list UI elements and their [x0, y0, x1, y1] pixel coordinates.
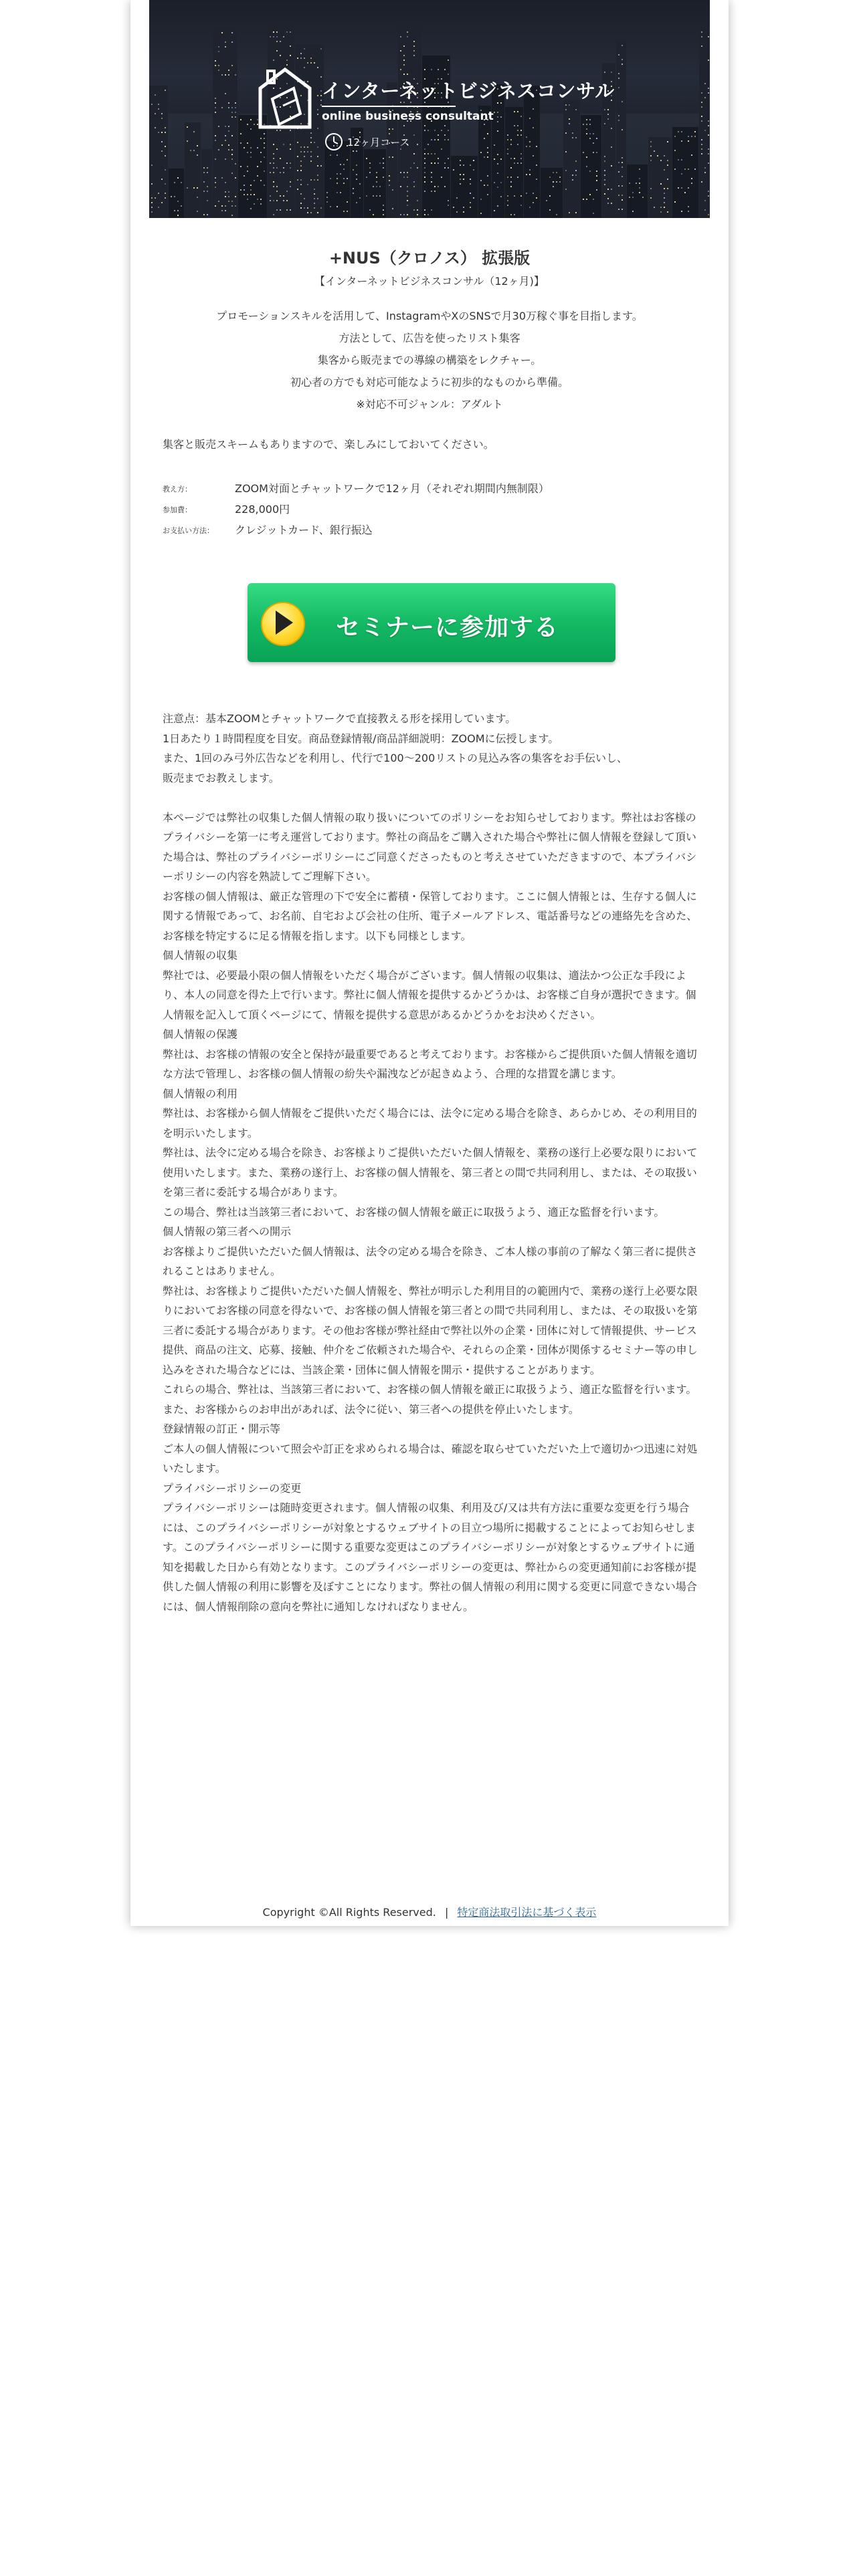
product-title: +NUS（クロノス） 拡張版: [328, 249, 531, 267]
policy-paragraph: 弊社は、お客様よりご提供いただいた個人情報を、弊社が明示した利用目的の範囲内で、業務の遂行上必要な限りにおいてお客様の同意を得ないで、お客様の個人情報を第三者との間で共同利用し、または、その取扱いを第三者に委託する場合があります。その他お客様が弊社経由で弊社以外の企業・団体に対して情報提供、サービス提供、商品の注文、応募、接触、仲介をご依頼された場合や、それらの企業・団体が関係するセミナー等の申し込みをされた場合などには、当該企業・団体に個人情報を開示・提供することがあります。: [163, 1284, 698, 1376]
policy-paragraph: 弊社は、お客様の情報の安全と保持が最重要であると考えております。お客様からご提供頂いた個人情報を適切な方法で管理し、お客様の個人情報の紛失や漏洩などが起きぬよう、合理的な措置を講じます。: [163, 1047, 697, 1080]
join-seminar-label: セミナーに参加する: [336, 613, 559, 641]
policy-paragraph: プライバシーポリシーの変更: [163, 1481, 302, 1495]
policy-paragraph: お客様よりご提供いただいた個人情報は、法令の定める場合を除き、ご本人様の事前の了解なく第三者に提供されることはありません。: [163, 1245, 698, 1277]
hero-banner: [149, 0, 710, 218]
intro-line: プロモーションスキルを活用して、InstagramやXのSNSで月30万稼ぐ事を目指します。: [216, 310, 643, 322]
commercial-law-link[interactable]: 特定商法取引法に基づく表示: [457, 1906, 597, 1919]
policy-paragraph: 弊社では、必要最小限の個人情報をいただく場合がございます。個人情報の収集は、適法かつ公正な手段により、本人の同意を得た上で行います。弊社に個人情報を提供するかどうかは、お客様ご自身が選択できます。個人情報を記入して頂くページにて、情報を提供する意思があるかどうかをお決めください。: [163, 968, 696, 1021]
copyright-text: Copyright ©All Rights Reserved.: [262, 1906, 436, 1919]
logo-title: インターネットビジネスコンサル: [322, 80, 615, 102]
scheme-note: 集客と販売スキームもありますので、楽しみにしておいてください。: [163, 438, 494, 451]
logo-divider: [322, 106, 456, 107]
product-subtitle: 【インターネットビジネスコンサル（12ヶ月)】: [314, 275, 545, 288]
product-intro: [130, 305, 729, 415]
policy-paragraph: プライバシーポリシーは随時変更されます。個人情報の収集、利用及び/又は共有方法に重要な変更を行う場合には、このプライバシーポリシーが対象とするウェブサイトの目立つ場所に掲載することによってお知らせします。このプライバシーポリシーに関する重要な変更はこのプライバシーポリシーが対象とするウェブサイトに通知を掲載した日から有効となります。このプライバシーポリシーの変更は、弊社からの変更通知前にお客様が提供した個人情報の利用に影響を及ぼすことになります。弊社の個人情報の利用に関する変更に同意できない場合には、個人情報削除の意向を弊社に通知しなければなりません。: [163, 1501, 697, 1613]
policy-paragraph: 弊社は、お客様から個人情報をご提供いただく場合には、法令に定める場合を除き、あらかじめ、その利用目的を明示いたします。: [163, 1107, 697, 1140]
intro-line: ※対応不可ジャンル：アダルト: [356, 398, 503, 411]
info-label: お支払い方法：: [163, 526, 214, 535]
policy-paragraph: 弊社は、法令に定める場合を除き、お客様よりご提供いただいた個人情報を、業務の遂行上必要な限りにおいて使用いたします。また、業務の遂行上、お客様の個人情報を、第三者との間で共同利用し、または、その取扱いを第三者に委託する場合があります。: [163, 1146, 698, 1198]
policy-paragraph: ご本人の個人情報について照会や訂正を求められる場合は、確認を取らせていただいた上で適切かつ迅速に対処いたします。: [163, 1442, 698, 1475]
city-skyline-image: [149, 0, 710, 218]
info-label: 教え方：: [163, 485, 192, 494]
policy-paragraph: 個人情報の保護: [163, 1028, 238, 1041]
policy-section: [163, 709, 698, 1616]
info-label: 参加費：: [163, 506, 192, 514]
policy-paragraph: 個人情報の第三者への開示: [163, 1225, 292, 1238]
info-value: ZOOM対面とチャットワークで12ヶ月（それぞれ期間内無制限）: [235, 482, 549, 495]
play-icon: [276, 611, 293, 635]
policy-paragraph: 個人情報の利用: [163, 1087, 238, 1100]
page-container: [130, 0, 729, 1926]
footer-separator: |: [444, 1906, 449, 1919]
footer: [130, 1904, 729, 1919]
policy-paragraph: お客様の個人情報は、厳正な管理の下で安全に蓄積・保管しております。ここに個人情報とは、生存する個人に関する情報であって、お名前、自宅および会社の住所、電子メールアドレス、電話番号などの連絡先を含めた、お客様を特定するに足る情報を指します。以下も同様とします。: [163, 889, 698, 942]
logo-subtitle: online business consultant: [322, 110, 494, 123]
house-logo-icon: [256, 66, 314, 131]
intro-line: 集客から販売までの導線の構築をレクチャー。: [317, 354, 542, 366]
policy-paragraph: この場合、弊社は当該第三者において、お客様の個人情報を厳正に取扱うよう、適正な監督を行います。: [163, 1205, 665, 1218]
policy-paragraph: 本ページでは弊社の収集した個人情報の取り扱いについてのポリシーをお知らせしております。弊社はお客様のプライバシーを第一に考え運営しております。弊社の商品をご購入された場合や弊社に個人情報を登録して頂いた場合は、弊社のプライバシーポリシーにご同意くださったものと考えさせていただきますので、本プライバシーポリシーの内容を熟読してご理解下さい。: [163, 811, 697, 883]
policy-paragraph: これらの場合、弊社は、当該第三者において、お客様の個人情報を厳正に取扱うよう、適正な監督を行います。また、お客様からのお申出があれば、法令に従い、第三者への提供を停止いたします。: [163, 1383, 697, 1416]
notice-text: 注意点：基本ZOOMとチャットワークで直接教える形を採用しています。 1日あたり１時間程度を目安。商品登録情報/商品詳細説明：ZOOMに伝授します。 また、1回のみ弓外広告などを利用し、代行で100〜200リストの見込み客の集客をお手伝いし、 販売までお教えします。: [163, 712, 628, 784]
clock-icon: [324, 132, 343, 151]
policy-paragraph: 個人情報の収集: [163, 949, 238, 962]
course-duration: 12ヶ月コース: [347, 136, 410, 148]
info-value: 228,000円: [235, 503, 290, 516]
intro-line: 初心者の方でも対応可能なように初歩的なものから準備。: [290, 376, 569, 389]
policy-paragraph: 登録情報の訂正・開示等: [163, 1422, 281, 1435]
privacy-policy-body: [163, 808, 698, 1617]
join-seminar-button[interactable]: [248, 583, 615, 662]
info-value: クレジットカード、銀行振込: [235, 524, 373, 536]
intro-line: 方法として、広告を使ったリスト集客: [339, 332, 520, 344]
